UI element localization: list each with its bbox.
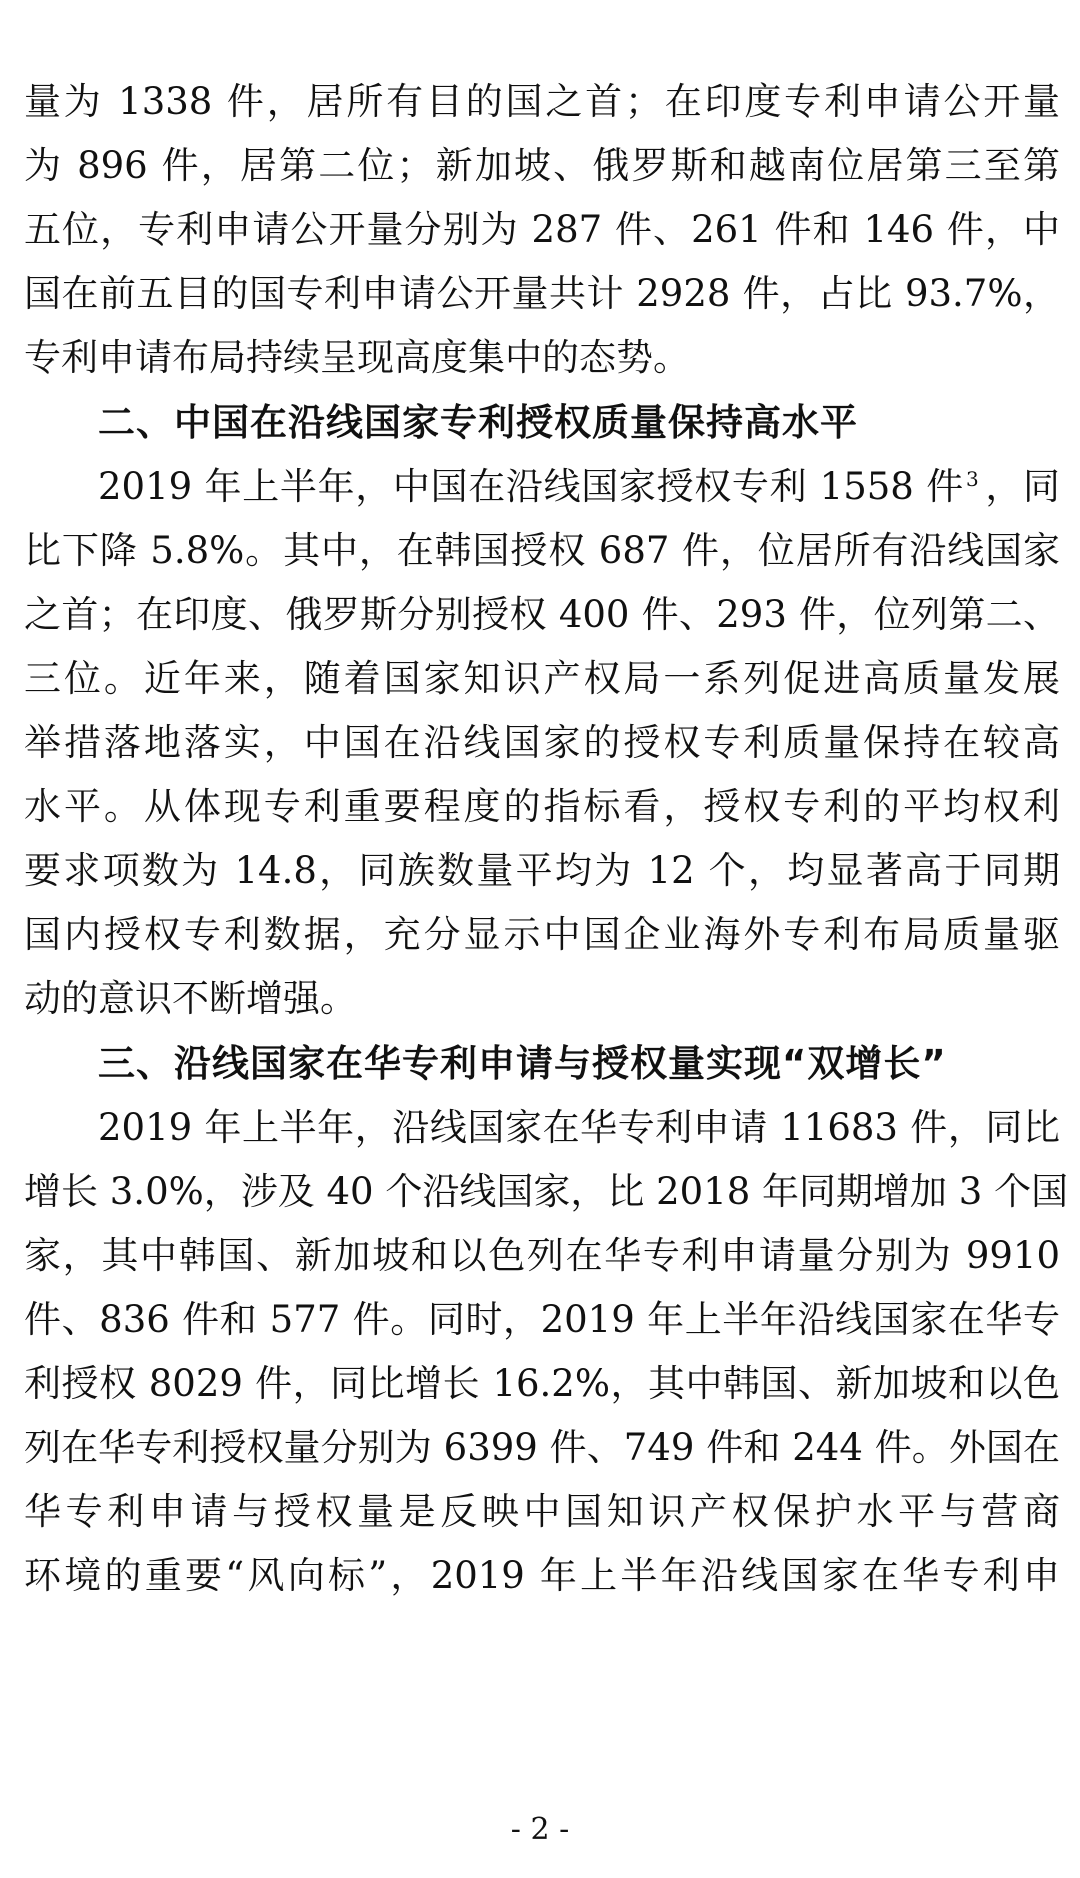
paragraph-line: 量为 1338 件，居所有目的国之首；在印度专利申请公开量 bbox=[24, 80, 1060, 123]
paragraph-line: 三位。近年来，随着国家知识产权局一系列促进高质量发展 bbox=[24, 657, 1060, 700]
paragraph-line: 环境的重要“风向标”，2019 年上半年沿线国家在华专利申 bbox=[24, 1554, 1060, 1597]
footnote-marker: 3 bbox=[965, 466, 979, 491]
paragraph-line: 国内授权专利数据，充分显示中国企业海外专利布局质量驱 bbox=[24, 913, 1060, 956]
section-heading-3: 三、沿线国家在华专利申请与授权量实现“双增长” bbox=[98, 1042, 947, 1085]
paragraph-line: 比下降 5.8%。其中，在韩国授权 687 件，位居所有沿线国家 bbox=[24, 529, 1060, 572]
paragraph-line: 列在华专利授权量分别为 6399 件、749 件和 244 件。外国在 bbox=[24, 1426, 1060, 1469]
paragraph-line: 家，其中韩国、新加坡和以色列在华专利申请量分别为 9910 bbox=[24, 1234, 1060, 1277]
paragraph-line: 专利申请布局持续呈现高度集中的态势。 bbox=[24, 336, 690, 379]
paragraph-line: 要求项数为 14.8，同族数量平均为 12 个，均显著高于同期 bbox=[24, 849, 1060, 892]
paragraph-line: 之首；在印度、俄罗斯分别授权 400 件、293 件，位列第二、 bbox=[24, 593, 1060, 636]
paragraph-line: 件、836 件和 577 件。同时，2019 年上半年沿线国家在华专 bbox=[24, 1298, 1060, 1341]
paragraph-line: 2019 年上半年，沿线国家在华专利申请 11683 件，同比 bbox=[98, 1106, 1060, 1149]
paragraph-line: 增长 3.0%，涉及 40 个沿线国家，比 2018 年同期增加 3 个国 bbox=[24, 1170, 1069, 1213]
paragraph-line: 水平。从体现专利重要程度的指标看，授权专利的平均权利 bbox=[24, 785, 1060, 828]
paragraph-line: 动的意识不断增强。 bbox=[24, 977, 357, 1020]
paragraph-line-with-footnote bbox=[98, 455, 1060, 519]
section-heading-2: 二、中国在沿线国家专利授权质量保持高水平 bbox=[98, 401, 858, 444]
paragraph-line: 为 896 件，居第二位；新加坡、俄罗斯和越南位居第三至第 bbox=[24, 144, 1060, 187]
paragraph-line: 五位，专利申请公开量分别为 287 件、261 件和 146 件，中 bbox=[24, 208, 1060, 251]
paragraph-text: 2019 年上半年，中国在沿线国家授权专利 1558 件 bbox=[98, 465, 964, 508]
paragraph-line: 华专利申请与授权量是反映中国知识产权保护水平与营商 bbox=[24, 1490, 1060, 1533]
paragraph-line: 举措落地落实，中国在沿线国家的授权专利质量保持在较高 bbox=[24, 721, 1060, 764]
paragraph-line: 利授权 8029 件，同比增长 16.2%，其中韩国、新加坡和以色 bbox=[24, 1362, 1060, 1405]
paragraph-text: ，同 bbox=[984, 465, 1061, 508]
paragraph-line: 国在前五目的国专利申请公开量共计 2928 件，占比 93.7%， bbox=[24, 272, 1060, 315]
page-number: - 2 - bbox=[510, 1812, 570, 1847]
